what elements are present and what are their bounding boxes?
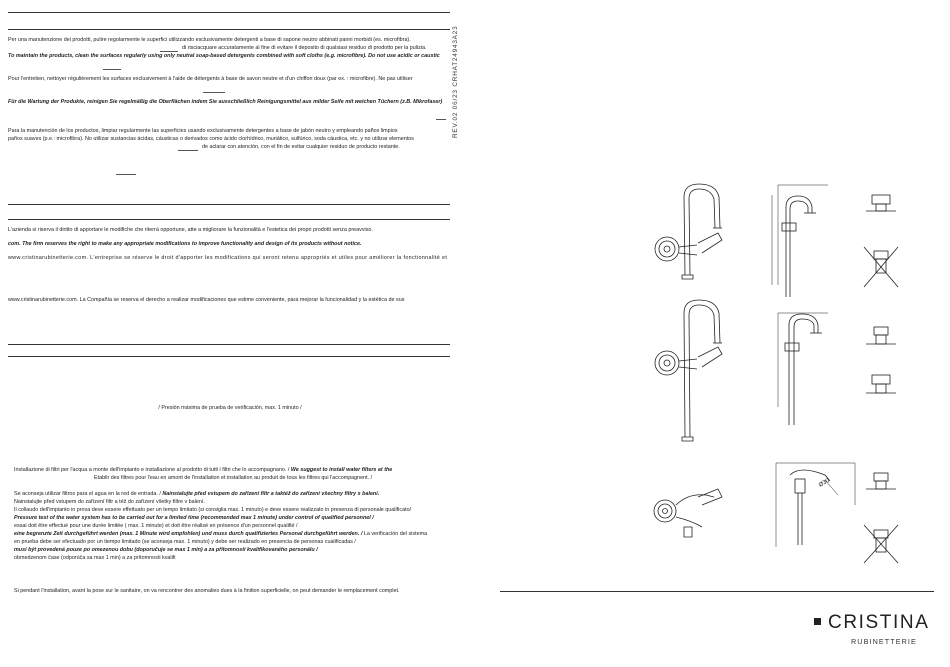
technical-drawings — [640, 175, 940, 565]
install-line-4: Nainstalujte před vstupem do zařízení filtr a též do zařízení všetky filtre v balení. — [14, 499, 205, 505]
install-line-10: musí být provedená pouze po omezenou dobu (doporučuje se max 1 min) a za přítomnosti kvalifikovaného personálu / — [14, 547, 318, 553]
logo-square-icon — [814, 618, 821, 625]
install-detail-2-lower — [866, 375, 896, 393]
maintenance-en: To maintain the products, clean the surfaces regularly using only neutral soap-based detergents combined with soft cloths (e.g. microfibre). Do not use acidic or caustic — [8, 53, 440, 59]
blank-line — [203, 92, 225, 93]
revision-code-text: REV.02 06/23 CRHAT24943A23 — [452, 25, 459, 138]
rights-es: www.cristinarubinetterie.com. La Compañía se reserva el derecho a realizar modificaciones que estime conveniente, para mejorar la funcionalidad y la estética de sus — [8, 297, 405, 303]
maintenance-it: Per una manutenzione dei prodotti, pulire regolarmente le superfici utilizzando esclusivamente detergenti a base di sapone neutro abbinati panni morbidi (es. microfibra). — [8, 37, 411, 43]
install-line-3-bold: Nainstalujte před vstupem do zařízení filtr a taktéž do zařízení všechny filtry s balení. — [162, 491, 380, 497]
install-line-7: essai doit être effectué pour une durée limitée ( max. 1 minute) et doit être réalisé en présence d'un personnel qualifié / — [14, 523, 298, 529]
blank-line — [103, 69, 121, 70]
maintenance-fr: Pour l'entretien, nettoyer régulièrement les surfaces exclusivement à l'aide de détergents à base de savon neutre et d'un chiffon doux (par ex. : microfibre). Ne pas utiliser — [8, 76, 413, 82]
rights-en: com. The firm reserves the right to make any appropriate modifications to improve functionality and design of its products without notice. — [8, 241, 362, 247]
install-line-6: Pressure test of the water system has to be carried out for a limited time (recommended max 1 minute) under control of qualified personnel / — [14, 515, 374, 521]
install-line-3-text: Se aconseja utilizar filtros para el agua en la red de entrada. / — [14, 491, 163, 497]
faucet-3-illustration — [654, 489, 722, 537]
pressure-test-es: / Presión máxima de prueba de verificación, max. 1 minuto / — [158, 405, 302, 411]
maintenance-de: Für die Wartung der Produkte, reinigen Sie regelmäßig die Oberflächen indem Sie ausschließlich Reinigungsmittel aus milder Seife mit weichen Tüchern (z.B. Mikrofaser) — [8, 99, 443, 105]
install-detail-3-crossed — [864, 525, 898, 563]
install-detail-3 — [866, 473, 896, 489]
blank-line — [436, 119, 446, 120]
install-line-8 — [14, 531, 427, 538]
install-detail-1-crossed — [864, 247, 898, 287]
install-line-5: Il collaudo dell'impianto in prova deve essere effettuato per un tempo limitato (si consiglia max. 1 minuto) e deve essere realizzato in presenza di personale qualificato/ — [14, 507, 412, 513]
install-line-12: Si pendant l'installation, avant la pose sur le sanitaire, on va rencontrer des anomalies dues à la finition superficielle, on peut demander le remplacement complet. — [14, 588, 400, 594]
faucet-1-dimensions — [772, 185, 828, 297]
faucet-2-illustration — [655, 300, 722, 441]
brand-subtitle: RUBINETTERIE — [851, 637, 917, 646]
divider — [8, 356, 450, 357]
install-line-9: en prueba debe ser efectuado por un tiempo limitado (se aconseja max. 1 minuto) y debe ser realizado en presencia de personas cualificadas / — [14, 539, 356, 545]
install-detail-2 — [866, 327, 896, 344]
divider — [8, 29, 450, 30]
faucet-2-dimensions — [778, 313, 828, 425]
install-line-2: Etablir des filtres pour l'eau en amont de l'installation et installation au produit de tous les filtres qui l'accompagnent. / — [94, 475, 373, 481]
brand-name: CRISTINA — [828, 612, 930, 633]
blank-line — [178, 150, 198, 151]
faucet-drawings — [640, 175, 940, 565]
instructions-column — [0, 0, 460, 667]
install-line-8-text: La verificación del sistema — [363, 531, 428, 537]
divider — [500, 591, 934, 592]
blank-line — [116, 174, 136, 175]
maintenance-es-3: de aclarar con atención, con el fin de evitar cualquier residuo de producto restante. — [202, 144, 400, 150]
install-line-1 — [14, 467, 392, 474]
rights-it: L'azienda si riserva il diritto di apportare le modifiche che riterrà opportune, atte a migliorare la funzionalità e l'estetica dei propri prodotti senza preavviso. — [8, 227, 373, 233]
install-detail-1 — [866, 195, 896, 211]
maintenance-es-2: paños suaves (p.e.: microfibra). No utilizar sustancias ácidas, cáusticas o derivados como ácido clorhídrico, muriático, sulfúrico, soda cáustica, etc. y no utilizar elementos — [8, 136, 414, 142]
divider — [8, 344, 450, 345]
install-line-1-text: Installazione di filtri per l'acqua a monte dell'impianto e installazione al prodotto di tutti i filtri che lo accompagnano. / — [14, 467, 291, 473]
install-line-1-bold: We suggest to install water filters at the — [290, 467, 393, 473]
rights-fr: www.cristinarubinetterie.com. L'entreprise se réserve le droit d'apporter les modifications qui seront retenu appropriés et utiles pour améliorer la fonctionnalité et — [8, 255, 448, 261]
install-line-3 — [14, 491, 379, 498]
revision-code — [452, 10, 468, 140]
divider — [8, 12, 450, 13]
divider — [8, 219, 450, 220]
divider — [8, 204, 450, 205]
faucet-3-dimensions — [776, 463, 855, 547]
maintenance-es-1: Para la manutención de los productos, limpiar regularmente las superficies usando exclusivamente detergentes a base de jabón neutro y empleando paños limpios — [8, 128, 398, 134]
faucet-1-illustration — [655, 184, 722, 279]
maintenance-it-cont: di risciacquare accuratamente al fine di evitare il deposito di qualsiasi residuo di prodotto per la pulizia. — [182, 45, 427, 51]
dimension-label: Ø30 — [818, 477, 831, 489]
brand-logo — [812, 612, 942, 652]
install-line-8-bold: eine begrenzte Zeit durchgeführt werden (max. 1 Minute wird empfohlen) und muss durch qualifiziertes Personal durchgeführt werden. / — [14, 531, 364, 537]
install-line-11: obmedzenom čase (odporúča sa max 1 min) a za prítomnosti kvalifi — [14, 555, 176, 561]
blank-line — [160, 51, 178, 52]
